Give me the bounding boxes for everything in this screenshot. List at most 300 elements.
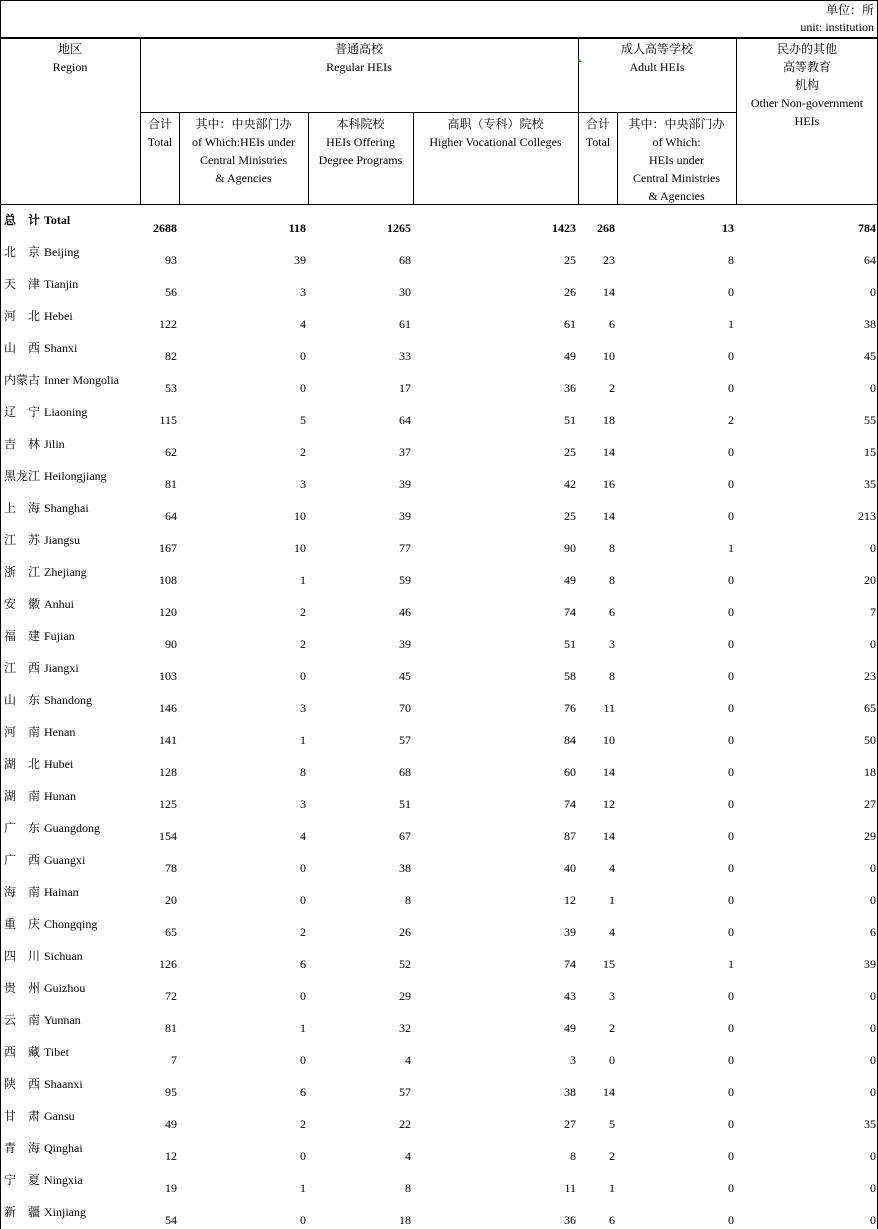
table-cell: 49	[564, 1021, 576, 1035]
region-name-cn: 江 西	[4, 661, 41, 675]
table-cell: 2	[300, 1117, 306, 1131]
table-cell: 36	[564, 381, 576, 395]
table-cell: 18	[864, 765, 876, 779]
header-adult	[578, 40, 736, 76]
region-label	[4, 564, 138, 580]
table-cell: 57	[399, 1085, 411, 1099]
table-cell: 167	[159, 541, 177, 555]
table-cell: 6	[870, 925, 876, 939]
table-cell: 25	[564, 445, 576, 459]
table-cell: 8	[609, 669, 615, 683]
subheader-line: Total	[147, 135, 173, 149]
table-cell: 8	[728, 253, 734, 267]
table-cell: 8	[405, 893, 411, 907]
region-name-cn: 上 海	[4, 501, 41, 515]
region-label	[4, 980, 138, 996]
table-cell: 1	[609, 893, 615, 907]
table-cell: 17	[399, 381, 411, 395]
table-cell: 11	[603, 701, 615, 715]
table-cell: 14	[603, 1085, 615, 1099]
region-name-en: Total	[44, 213, 71, 227]
table-cell: 6	[609, 605, 615, 619]
table-cell: 0	[728, 285, 734, 299]
region-label	[4, 852, 138, 868]
table-cell: 35	[864, 477, 876, 491]
table-cell: 3	[300, 285, 306, 299]
table-cell: 61	[564, 317, 576, 331]
region-name-en: Tibet	[44, 1045, 69, 1059]
table-cell: 82	[165, 349, 177, 363]
table-cell: 11	[564, 1181, 576, 1195]
region-name-en: Fujian	[44, 629, 75, 643]
table-cell: 268	[597, 221, 615, 235]
table-cell: 14	[603, 765, 615, 779]
table-cell: 3	[300, 477, 306, 491]
region-label	[4, 788, 138, 804]
table-cell: 10	[294, 509, 306, 523]
table-cell: 5	[609, 1117, 615, 1131]
table-cell: 87	[564, 829, 576, 843]
region-label	[4, 692, 138, 708]
table-cell: 2	[609, 381, 615, 395]
region-name-cn: 贵 州	[4, 981, 41, 995]
table-cell: 49	[165, 1117, 177, 1131]
header-adult-en: Adult HEIs	[629, 60, 685, 74]
region-name-cn: 江 苏	[4, 533, 41, 547]
table-cell: 0	[870, 1181, 876, 1195]
table-cell: 0	[870, 1053, 876, 1067]
table-cell: 0	[728, 893, 734, 907]
table-cell: 1	[300, 573, 306, 587]
table-cell: 20	[165, 893, 177, 907]
region-name-en: Shanghai	[44, 501, 89, 515]
table-cell: 90	[564, 541, 576, 555]
table-cell: 90	[165, 637, 177, 651]
header-regular	[140, 40, 578, 76]
table-cell: 84	[564, 733, 576, 747]
table-cell: 46	[399, 605, 411, 619]
table-cell: 0	[728, 829, 734, 843]
region-label	[4, 436, 138, 452]
table-cell: 118	[288, 221, 306, 235]
region-name-en: Inner Mongolia	[44, 373, 119, 387]
table-cell: 784	[858, 221, 876, 235]
table-cell: 103	[159, 669, 177, 683]
table-cell: 0	[728, 381, 734, 395]
header-region-en: Region	[52, 60, 88, 74]
region-name-cn: 广 西	[4, 853, 41, 867]
subheader-vocational	[413, 115, 578, 151]
table-cell: 0	[870, 381, 876, 395]
table-cell: 62	[165, 445, 177, 459]
top-border	[0, 0, 878, 1]
subheader-line: 其中：中央部门办	[628, 117, 725, 131]
subheader-line: 合计	[585, 117, 610, 131]
table-cell: 61	[399, 317, 411, 331]
subheader-total-adult	[578, 115, 618, 151]
table-cell: 6	[609, 1213, 615, 1227]
table-cell: 20	[864, 573, 876, 587]
region-label	[4, 500, 138, 516]
table-cell: 1	[728, 317, 734, 331]
group-header-rule-adult	[578, 112, 736, 113]
table-cell: 0	[728, 573, 734, 587]
region-name-cn: 浙 江	[4, 565, 41, 579]
table-cell: 43	[564, 989, 576, 1003]
region-label	[4, 884, 138, 900]
table-cell: 0	[728, 989, 734, 1003]
region-name-cn: 安 徽	[4, 597, 41, 611]
table-cell: 0	[870, 1021, 876, 1035]
table-cell: 0	[870, 285, 876, 299]
region-name-cn: 辽 宁	[4, 405, 41, 419]
table-cell: 39	[399, 509, 411, 523]
table-cell: 10	[603, 349, 615, 363]
region-name-cn: 广 东	[4, 821, 41, 835]
table-cell: 12	[165, 1149, 177, 1163]
region-name-en: Hebei	[44, 309, 73, 323]
table-cell: 0	[728, 1149, 734, 1163]
table-cell: 78	[165, 861, 177, 875]
table-cell: 0	[300, 1053, 306, 1067]
table-cell: 4	[300, 317, 306, 331]
subheader-line: Central Ministries	[633, 171, 720, 185]
table-cell: 18	[603, 413, 615, 427]
table-cell: 0	[300, 893, 306, 907]
table-cell: 122	[159, 317, 177, 331]
region-name-en: Sichuan	[44, 949, 83, 963]
table-cell: 60	[564, 765, 576, 779]
table-cell: 67	[399, 829, 411, 843]
region-name-cn: 山 东	[4, 693, 41, 707]
table-cell: 6	[300, 957, 306, 971]
table-cell: 0	[870, 637, 876, 651]
table-cell: 38	[564, 1085, 576, 1099]
table-cell: 29	[399, 989, 411, 1003]
table-cell: 0	[728, 637, 734, 651]
header-adult-cn: 成人高等学校	[620, 42, 693, 56]
table-cell: 8	[609, 573, 615, 587]
table-cell: 26	[399, 925, 411, 939]
table-cell: 3	[609, 637, 615, 651]
table-cell: 55	[864, 413, 876, 427]
table-cell: 10	[294, 541, 306, 555]
table-cell: 4	[405, 1149, 411, 1163]
region-name-en: Jilin	[44, 437, 65, 451]
table-cell: 14	[603, 285, 615, 299]
table-cell: 54	[165, 1213, 177, 1227]
table-cell: 125	[159, 797, 177, 811]
table-cell: 2	[300, 445, 306, 459]
region-name-cn: 吉 林	[4, 437, 41, 451]
region-name-cn: 海 南	[4, 885, 41, 899]
header-other-line: HEIs	[794, 114, 820, 128]
region-name-en: Hunan	[44, 789, 76, 803]
region-name-cn: 黑龙江	[4, 469, 41, 483]
region-name-cn: 内蒙古	[4, 373, 41, 387]
subheader-line: Total	[585, 135, 611, 149]
table-cell: 27	[864, 797, 876, 811]
table-cell: 12	[564, 893, 576, 907]
table-cell: 39	[399, 637, 411, 651]
subheader-line: 合计	[147, 117, 172, 131]
region-label	[4, 404, 138, 420]
region-label	[4, 948, 138, 964]
region-name-en: Beijing	[44, 245, 80, 259]
unit-label-cn: 单位：所	[825, 3, 874, 17]
subheader-line: 其中：中央部门办	[195, 117, 292, 131]
subheader-line: HEIs Offering	[326, 135, 395, 149]
region-name-cn: 四 川	[4, 949, 41, 963]
table-cell: 0	[728, 797, 734, 811]
region-name-cn: 湖 南	[4, 789, 41, 803]
table-cell: 0	[300, 989, 306, 1003]
table-cell: 0	[728, 733, 734, 747]
table-cell: 33	[399, 349, 411, 363]
subheader-line: 高职（专科）院校	[447, 117, 544, 131]
table-cell: 0	[870, 541, 876, 555]
table-cell: 120	[159, 605, 177, 619]
table-cell: 40	[564, 861, 576, 875]
region-label	[4, 1044, 138, 1060]
header-other-line: 民办的其他	[776, 42, 837, 56]
table-cell: 2	[728, 413, 734, 427]
region-name-en: Chongqing	[44, 917, 98, 931]
region-label	[4, 1076, 138, 1092]
table-cell: 0	[300, 1149, 306, 1163]
table-cell: 10	[603, 733, 615, 747]
subheader-central-adult	[617, 115, 736, 205]
table-cell: 72	[165, 989, 177, 1003]
region-label	[4, 468, 138, 484]
table-cell: 8	[300, 765, 306, 779]
table-cell: 154	[159, 829, 177, 843]
table-cell: 5	[300, 413, 306, 427]
table-cell: 12	[603, 797, 615, 811]
subheader-line: of Which:HEIs under	[191, 135, 296, 149]
table-cell: 0	[609, 1053, 615, 1067]
table-cell: 74	[564, 957, 576, 971]
table-cell: 2688	[153, 221, 177, 235]
region-name-en: Liaoning	[44, 405, 88, 419]
region-name-cn: 云 南	[4, 1013, 41, 1027]
table-cell: 6	[609, 317, 615, 331]
table-cell: 68	[399, 765, 411, 779]
table-cell: 14	[603, 509, 615, 523]
region-name-cn: 重 庆	[4, 917, 41, 931]
header-bottom-rule	[0, 204, 878, 205]
subheader-line: Higher Vocational Colleges	[429, 135, 562, 149]
table-cell: 65	[864, 701, 876, 715]
table-cell: 0	[300, 1213, 306, 1227]
table-cell: 65	[165, 925, 177, 939]
table-cell: 0	[728, 861, 734, 875]
table-cell: 64	[399, 413, 411, 427]
table-cell: 51	[564, 637, 576, 651]
header-regular-en: Regular HEIs	[326, 60, 392, 74]
table-cell: 3	[300, 701, 306, 715]
table-cell: 51	[399, 797, 411, 811]
table-cell: 2	[609, 1021, 615, 1035]
table-cell: 3	[570, 1053, 576, 1067]
region-label	[4, 756, 138, 772]
table-cell: 74	[564, 797, 576, 811]
table-cell: 52	[399, 957, 411, 971]
table-cell: 3	[609, 989, 615, 1003]
region-name-en: Guizhou	[44, 981, 86, 995]
subheader-total-regular	[140, 115, 180, 151]
region-label	[4, 820, 138, 836]
table-cell: 0	[728, 605, 734, 619]
region-label	[4, 628, 138, 644]
table-cell: 8	[405, 1181, 411, 1195]
table-cell: 1	[300, 1181, 306, 1195]
region-name-en: Jiangsu	[44, 533, 80, 547]
table-cell: 26	[564, 285, 576, 299]
region-name-cn: 湖 北	[4, 757, 41, 771]
region-name-cn: 甘 肃	[4, 1109, 41, 1123]
table-cell: 0	[870, 893, 876, 907]
table-cell: 1265	[387, 221, 411, 235]
table-cell: 0	[728, 1085, 734, 1099]
region-name-en: Guangdong	[44, 821, 100, 835]
header-top-rule	[0, 37, 878, 39]
table-cell: 59	[399, 573, 411, 587]
table-cell: 74	[564, 605, 576, 619]
header-regular-cn: 普通高校	[334, 42, 383, 56]
table-cell: 128	[159, 765, 177, 779]
header-other	[736, 40, 878, 130]
table-cell: 50	[864, 733, 876, 747]
table-cell: 76	[564, 701, 576, 715]
subheader-line: HEIs under	[649, 153, 704, 167]
region-name-en: Anhui	[44, 597, 74, 611]
table-cell: 3	[300, 797, 306, 811]
subheader-line: & Agencies	[215, 171, 272, 185]
table-cell: 0	[728, 1213, 734, 1227]
table-cell: 2	[300, 925, 306, 939]
region-label	[4, 1204, 138, 1220]
table-cell: 70	[399, 701, 411, 715]
table-cell: 0	[728, 669, 734, 683]
region-label	[4, 660, 138, 676]
table-cell: 0	[870, 1085, 876, 1099]
table-cell: 0	[728, 445, 734, 459]
table-cell: 2	[300, 637, 306, 651]
region-name-cn: 西 藏	[4, 1045, 41, 1059]
subheader-line: 本科院校	[336, 117, 385, 131]
table-cell: 29	[864, 829, 876, 843]
table-cell: 38	[399, 861, 411, 875]
table-cell: 0	[300, 669, 306, 683]
table-cell: 81	[165, 477, 177, 491]
header-other-line: 机构	[794, 78, 819, 92]
subheader-line: of Which:	[652, 135, 701, 149]
table-cell: 23	[603, 253, 615, 267]
total-row-label	[4, 212, 138, 228]
region-name-en: Zhejiang	[44, 565, 87, 579]
table-cell: 30	[399, 285, 411, 299]
table-cell: 0	[728, 1181, 734, 1195]
unit-label-en: unit: institution	[800, 20, 874, 34]
region-label	[4, 372, 138, 388]
table-cell: 146	[159, 701, 177, 715]
table-cell: 32	[399, 1021, 411, 1035]
table-cell: 7	[870, 605, 876, 619]
region-label	[4, 1172, 138, 1188]
table-cell: 15	[603, 957, 615, 971]
table-cell: 0	[728, 925, 734, 939]
region-label	[4, 1012, 138, 1028]
region-name-cn: 总 计	[4, 213, 41, 227]
region-name-cn: 新 疆	[4, 1205, 41, 1219]
table-cell: 0	[728, 509, 734, 523]
region-name-en: Shanxi	[44, 341, 78, 355]
table-cell: 38	[864, 317, 876, 331]
region-label	[4, 340, 138, 356]
region-label	[4, 532, 138, 548]
region-name-cn: 福 建	[4, 629, 41, 643]
table-cell: 39	[564, 925, 576, 939]
table-cell: 0	[300, 381, 306, 395]
table-cell: 0	[870, 1213, 876, 1227]
header-other-line: Other Non-government	[750, 96, 864, 110]
region-name-cn: 河 北	[4, 309, 41, 323]
subheader-degree	[308, 115, 413, 169]
region-label	[4, 244, 138, 260]
table-cell: 35	[864, 1117, 876, 1131]
table-cell: 95	[165, 1085, 177, 1099]
table-cell: 0	[300, 349, 306, 363]
table-cell: 2	[300, 605, 306, 619]
table-cell: 0	[870, 989, 876, 1003]
region-name-en: Jiangxi	[44, 661, 79, 675]
region-name-en: Xinjiang	[44, 1205, 86, 1219]
table-cell: 37	[399, 445, 411, 459]
table-cell: 0	[870, 861, 876, 875]
table-cell: 115	[159, 413, 177, 427]
header-other-line: 高等教育	[782, 60, 831, 74]
table-cell: 81	[165, 1021, 177, 1035]
table-cell: 25	[564, 509, 576, 523]
table-cell: 0	[728, 1053, 734, 1067]
region-name-en: Gansu	[44, 1109, 75, 1123]
region-name-cn: 陕 西	[4, 1077, 41, 1091]
region-name-en: Guangxi	[44, 853, 86, 867]
table-cell: 0	[728, 1021, 734, 1035]
table-cell: 4	[300, 829, 306, 843]
table-cell: 36	[564, 1213, 576, 1227]
table-cell: 22	[399, 1117, 411, 1131]
table-cell: 19	[165, 1181, 177, 1195]
table-cell: 39	[864, 957, 876, 971]
region-name-cn: 宁 夏	[4, 1173, 41, 1187]
region-label	[4, 724, 138, 740]
table-cell: 126	[159, 957, 177, 971]
table-cell: 64	[165, 509, 177, 523]
region-name-en: Ningxia	[44, 1173, 83, 1187]
table-cell: 25	[564, 253, 576, 267]
table-cell: 6	[300, 1085, 306, 1099]
table-cell: 1	[609, 1181, 615, 1195]
region-name-en: Yunnan	[44, 1013, 81, 1027]
table-cell: 0	[728, 1117, 734, 1131]
table-cell: 14	[603, 829, 615, 843]
region-name-en: Shandong	[44, 693, 92, 707]
subheader-line: Central Ministries	[200, 153, 287, 167]
subheader-line: Degree Programs	[318, 153, 403, 167]
group-header-rule-regular	[140, 112, 578, 113]
